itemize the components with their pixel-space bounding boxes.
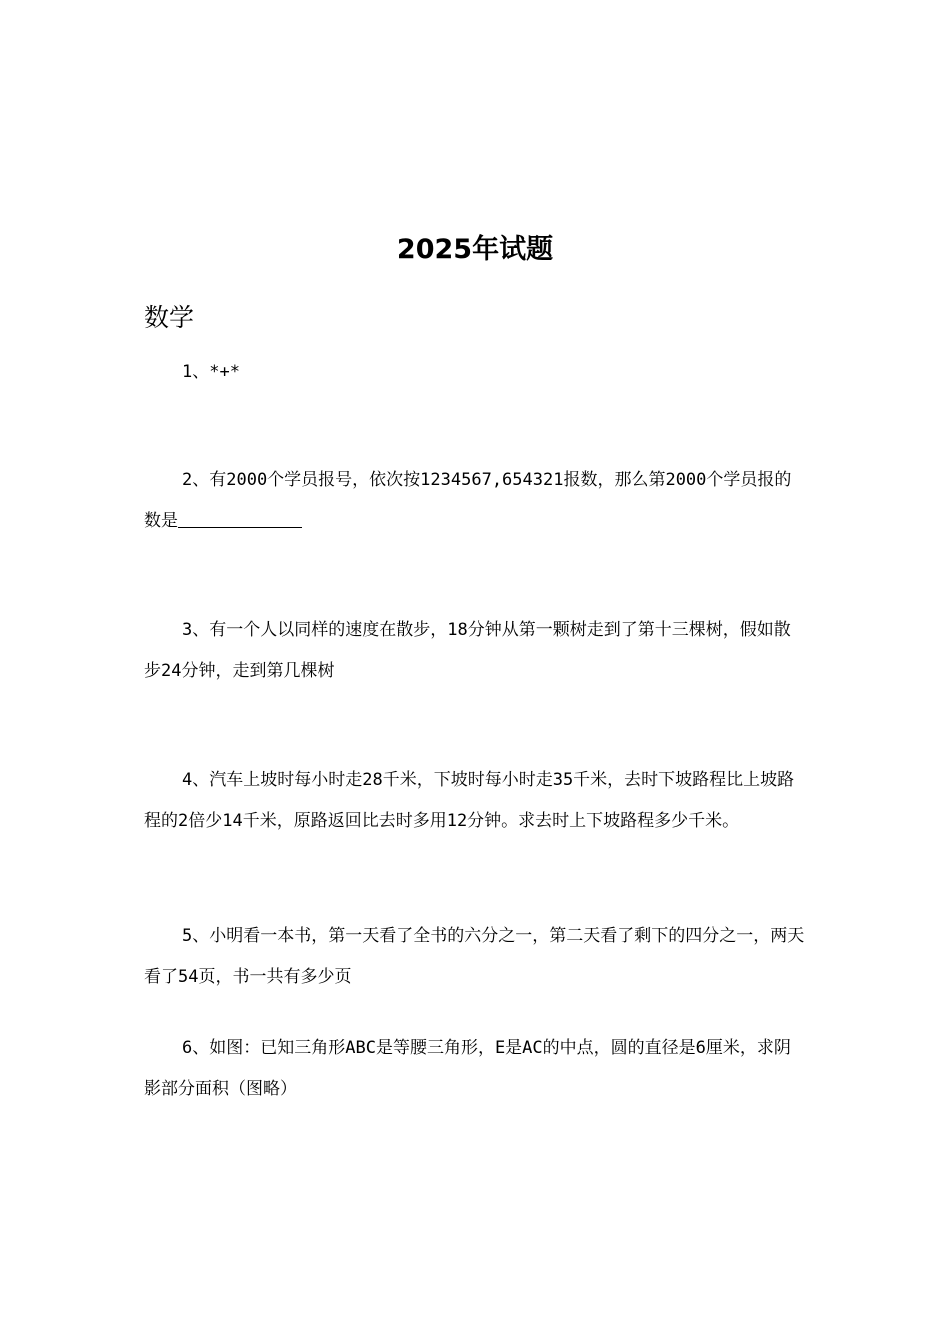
section-heading: 数学 xyxy=(144,303,195,332)
question-5 xyxy=(144,916,806,998)
question-3 xyxy=(144,610,806,692)
page-title: 2025年试题 xyxy=(396,234,554,265)
question-6 xyxy=(144,1028,806,1110)
question-1-text: 1、*+* xyxy=(182,362,240,382)
question-2 xyxy=(144,460,806,542)
answer-blank xyxy=(178,510,302,528)
question-4 xyxy=(144,760,806,842)
question-5-text: 5、小明看一本书，第一天看了全书的六分之一，第二天看了剩下的四分之一，两天看了54页，书一共有多少页 xyxy=(144,926,805,987)
question-3-text: 3、有一个人以同样的速度在散步，18分钟从第一颗树走到了第十三棵树，假如散步24分钟，走到第几棵树 xyxy=(144,620,791,681)
question-1 xyxy=(144,352,806,393)
question-2-text: 2、有2000个学员报号，依次按1234567,654321报数，那么第2000个学员报的数是 xyxy=(144,470,792,531)
question-4-text: 4、汽车上坡时每小时走28千米，下坡时每小时走35千米，去时下坡路程比上坡路程的2倍少14千米，原路返回比去时多用12分钟。求去时上下坡路程多少千米。 xyxy=(144,770,795,831)
question-6-text: 6、如图：已知三角形ABC是等腰三角形，E是AC的中点，圆的直径是6厘米，求阴影部分面积（图略） xyxy=(144,1038,791,1099)
